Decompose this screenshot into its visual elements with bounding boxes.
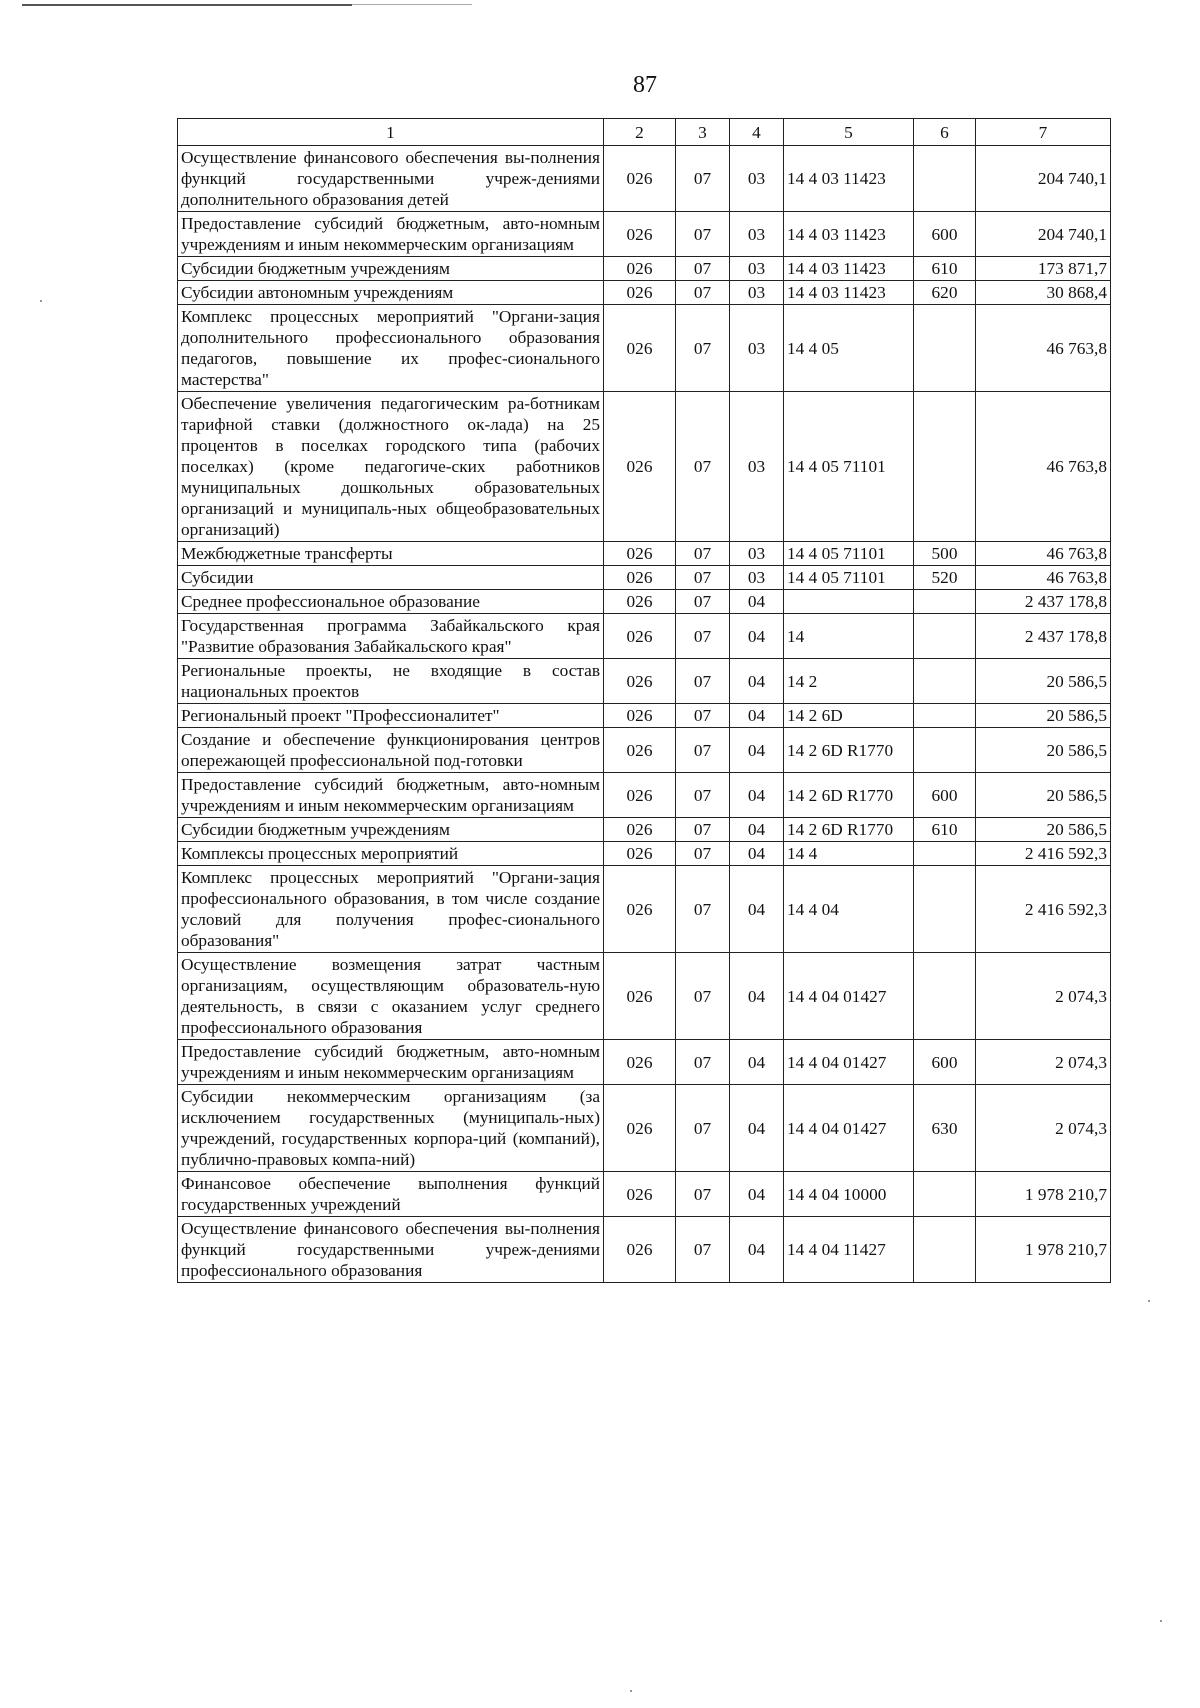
- row-col-5: 14 4 04 01427: [784, 1040, 914, 1085]
- row-col-6: 600: [914, 212, 976, 257]
- header-col-6: 6: [914, 119, 976, 146]
- row-name: Комплекс процессных мероприятий "Органи-​зация профессионального образования, в том числе создание условий для получения профес-​сионального образования": [178, 866, 604, 953]
- table-row: [178, 842, 1111, 866]
- table-row: [178, 146, 1111, 212]
- row-col-6: [914, 842, 976, 866]
- row-col-4: 04: [730, 1040, 784, 1085]
- header-col-3: 3: [676, 119, 730, 146]
- row-col-7: 173 871,7: [976, 257, 1111, 281]
- table-row: [178, 305, 1111, 392]
- row-col-5: 14: [784, 614, 914, 659]
- header-col-4: 4: [730, 119, 784, 146]
- row-col-6: [914, 305, 976, 392]
- row-col-7: 2 416 592,3: [976, 842, 1111, 866]
- table-row: [178, 818, 1111, 842]
- header-col-5: 5: [784, 119, 914, 146]
- row-col-4: 03: [730, 257, 784, 281]
- row-col-3: 07: [676, 818, 730, 842]
- budget-table: [177, 118, 1111, 1283]
- row-col-5: 14 2 6D R1770: [784, 818, 914, 842]
- row-name: Осуществление возмещения затрат частным организациям, осуществляющим образователь-​ную деятельность, в связи с оказанием услуг среднего профессионального образования: [178, 953, 604, 1040]
- row-col-5: 14 4 04 10000: [784, 1172, 914, 1217]
- row-col-7: 46 763,8: [976, 392, 1111, 542]
- row-col-6: [914, 953, 976, 1040]
- row-col-5: 14 4 05 71101: [784, 566, 914, 590]
- row-col-2: 026: [604, 866, 676, 953]
- row-col-3: 07: [676, 566, 730, 590]
- row-name: Создание и обеспечение функционирования центров опережающей профессиональной под-​готовки: [178, 728, 604, 773]
- row-name: Субсидии некоммерческим организациям (за исключением государственных (муниципаль-​ных) учреждений, государственных корпора-​ций (компаний), публично-правовых компа-​ний): [178, 1085, 604, 1172]
- row-col-5: 14 2 6D: [784, 704, 914, 728]
- row-col-4: 04: [730, 1217, 784, 1283]
- row-name: Среднее профессиональное образование: [178, 590, 604, 614]
- row-col-6: [914, 590, 976, 614]
- row-col-2: 026: [604, 704, 676, 728]
- row-col-3: 07: [676, 773, 730, 818]
- row-col-4: 04: [730, 728, 784, 773]
- table-row: [178, 1172, 1111, 1217]
- row-col-6: 610: [914, 257, 976, 281]
- row-col-5: 14 2 6D R1770: [784, 773, 914, 818]
- row-col-7: 46 763,8: [976, 305, 1111, 392]
- row-col-6: [914, 146, 976, 212]
- row-col-2: 026: [604, 590, 676, 614]
- row-col-2: 026: [604, 1085, 676, 1172]
- scan-artifact-line: [22, 4, 352, 6]
- row-col-5: 14 4 05: [784, 305, 914, 392]
- row-col-3: 07: [676, 1172, 730, 1217]
- row-col-2: 026: [604, 773, 676, 818]
- row-col-3: 07: [676, 281, 730, 305]
- table-row: [178, 566, 1111, 590]
- row-col-3: 07: [676, 590, 730, 614]
- row-col-6: 500: [914, 542, 976, 566]
- row-name: Межбюджетные трансферты: [178, 542, 604, 566]
- scan-speck: [1148, 1300, 1150, 1302]
- row-col-7: 2 416 592,3: [976, 866, 1111, 953]
- row-col-6: [914, 728, 976, 773]
- row-col-2: 026: [604, 1217, 676, 1283]
- row-col-5: [784, 590, 914, 614]
- row-col-7: 20 586,5: [976, 659, 1111, 704]
- row-col-2: 026: [604, 305, 676, 392]
- row-col-3: 07: [676, 659, 730, 704]
- row-col-2: 026: [604, 953, 676, 1040]
- row-col-3: 07: [676, 542, 730, 566]
- row-col-2: 026: [604, 392, 676, 542]
- row-name: Региональные проекты, не входящие в состав национальных проектов: [178, 659, 604, 704]
- row-col-6: [914, 614, 976, 659]
- table-row: [178, 704, 1111, 728]
- row-col-5: 14 4 03 11423: [784, 281, 914, 305]
- table-row: [178, 212, 1111, 257]
- row-col-3: 07: [676, 212, 730, 257]
- row-name: Субсидии: [178, 566, 604, 590]
- row-col-6: [914, 866, 976, 953]
- table-row: [178, 392, 1111, 542]
- row-col-4: 04: [730, 866, 784, 953]
- row-col-5: 14 4: [784, 842, 914, 866]
- row-col-6: 610: [914, 818, 976, 842]
- row-name: Региональный проект "Профессионалитет": [178, 704, 604, 728]
- table-row: [178, 659, 1111, 704]
- row-name: Обеспечение увеличения педагогическим ра-​ботникам тарифной ставки (должностного ок-​лада) на 25 процентов в поселках городского типа (рабочих поселках) (кроме педагогиче-​ских работников муниципальных дошкольных образовательных организаций и муниципаль-​ных общеобразовательных организаций): [178, 392, 604, 542]
- table-row: [178, 728, 1111, 773]
- row-name: Субсидии автономным учреждениям: [178, 281, 604, 305]
- row-col-6: 620: [914, 281, 976, 305]
- table-row: [178, 1217, 1111, 1283]
- row-col-7: 2 437 178,8: [976, 590, 1111, 614]
- table-row: [178, 1085, 1111, 1172]
- table-row: [178, 281, 1111, 305]
- row-name: Предоставление субсидий бюджетным, авто-​номным учреждениям и иным некоммерческим организациям: [178, 212, 604, 257]
- row-col-4: 03: [730, 281, 784, 305]
- table-row: [178, 773, 1111, 818]
- table-row: [178, 1040, 1111, 1085]
- row-col-5: 14 4 04: [784, 866, 914, 953]
- row-col-6: 600: [914, 1040, 976, 1085]
- row-col-5: 14 4 05 71101: [784, 392, 914, 542]
- row-col-7: 46 763,8: [976, 566, 1111, 590]
- row-col-7: 20 586,5: [976, 728, 1111, 773]
- row-col-7: 30 868,4: [976, 281, 1111, 305]
- row-col-5: 14 4 04 11427: [784, 1217, 914, 1283]
- row-col-6: [914, 392, 976, 542]
- row-col-3: 07: [676, 953, 730, 1040]
- row-col-2: 026: [604, 728, 676, 773]
- row-col-4: 04: [730, 1085, 784, 1172]
- row-col-2: 026: [604, 146, 676, 212]
- budget-table-body: [178, 119, 1111, 1283]
- row-col-7: 2 074,3: [976, 1040, 1111, 1085]
- row-col-4: 04: [730, 659, 784, 704]
- row-col-3: 07: [676, 866, 730, 953]
- row-col-7: 20 586,5: [976, 818, 1111, 842]
- row-col-6: 600: [914, 773, 976, 818]
- row-col-6: 630: [914, 1085, 976, 1172]
- row-col-7: 1 978 210,7: [976, 1172, 1111, 1217]
- header-col-1: 1: [178, 119, 604, 146]
- row-col-6: 520: [914, 566, 976, 590]
- row-name: Субсидии бюджетным учреждениям: [178, 257, 604, 281]
- row-col-3: 07: [676, 704, 730, 728]
- scan-speck: [630, 1690, 632, 1692]
- row-col-2: 026: [604, 212, 676, 257]
- row-col-3: 07: [676, 305, 730, 392]
- scan-artifact-line: [352, 4, 472, 5]
- row-name: Субсидии бюджетным учреждениям: [178, 818, 604, 842]
- row-col-4: 03: [730, 146, 784, 212]
- scan-speck: [1160, 1620, 1162, 1622]
- row-col-2: 026: [604, 1172, 676, 1217]
- row-name: Осуществление финансового обеспечения вы-​полнения функций государственными учреж-​дениями профессионального образования: [178, 1217, 604, 1283]
- row-col-7: 20 586,5: [976, 704, 1111, 728]
- row-col-3: 07: [676, 392, 730, 542]
- row-col-4: 04: [730, 704, 784, 728]
- row-col-2: 026: [604, 818, 676, 842]
- row-col-5: 14 4 03 11423: [784, 146, 914, 212]
- page-number: 87: [633, 72, 657, 98]
- row-col-2: 026: [604, 566, 676, 590]
- row-col-2: 026: [604, 1040, 676, 1085]
- row-name: Предоставление субсидий бюджетным, авто-​номным учреждениям и иным некоммерческим организациям: [178, 1040, 604, 1085]
- row-col-5: 14 4 03 11423: [784, 212, 914, 257]
- row-col-6: [914, 1217, 976, 1283]
- row-col-2: 026: [604, 659, 676, 704]
- table-row: [178, 953, 1111, 1040]
- row-col-2: 026: [604, 281, 676, 305]
- row-col-6: [914, 704, 976, 728]
- row-col-3: 07: [676, 146, 730, 212]
- row-col-7: 46 763,8: [976, 542, 1111, 566]
- row-col-7: 20 586,5: [976, 773, 1111, 818]
- row-col-7: 2 074,3: [976, 1085, 1111, 1172]
- row-col-3: 07: [676, 1040, 730, 1085]
- row-col-5: 14 4 03 11423: [784, 257, 914, 281]
- row-col-2: 026: [604, 614, 676, 659]
- row-col-3: 07: [676, 842, 730, 866]
- row-col-3: 07: [676, 614, 730, 659]
- row-col-7: 2 437 178,8: [976, 614, 1111, 659]
- table-row: [178, 542, 1111, 566]
- table-header-row: [178, 119, 1111, 146]
- header-col-2: 2: [604, 119, 676, 146]
- table-row: [178, 257, 1111, 281]
- row-col-7: 2 074,3: [976, 953, 1111, 1040]
- table-row: [178, 614, 1111, 659]
- row-col-4: 04: [730, 590, 784, 614]
- row-col-5: 14 4 04 01427: [784, 1085, 914, 1172]
- row-name: Финансовое обеспечение выполнения функций государственных учреждений: [178, 1172, 604, 1217]
- row-name: Государственная программа Забайкальского края "Развитие образования Забайкальского края": [178, 614, 604, 659]
- row-col-4: 04: [730, 614, 784, 659]
- row-col-2: 026: [604, 257, 676, 281]
- scan-speck: [40, 300, 42, 302]
- row-col-3: 07: [676, 1085, 730, 1172]
- table-row: [178, 866, 1111, 953]
- row-col-2: 026: [604, 842, 676, 866]
- row-col-4: 03: [730, 212, 784, 257]
- row-col-3: 07: [676, 728, 730, 773]
- row-col-7: 1 978 210,7: [976, 1217, 1111, 1283]
- row-col-4: 03: [730, 392, 784, 542]
- row-col-2: 026: [604, 542, 676, 566]
- row-col-5: 14 2: [784, 659, 914, 704]
- row-col-4: 04: [730, 818, 784, 842]
- row-name: Предоставление субсидий бюджетным, авто-​номным учреждениям и иным некоммерческим организациям: [178, 773, 604, 818]
- row-col-6: [914, 1172, 976, 1217]
- header-col-7: 7: [976, 119, 1111, 146]
- table-row: [178, 590, 1111, 614]
- row-col-7: 204 740,1: [976, 212, 1111, 257]
- row-col-3: 07: [676, 1217, 730, 1283]
- row-name: Комплекс процессных мероприятий "Органи-​зация дополнительного профессионального образования педагогов, повышение их профес-​сионального мастерства": [178, 305, 604, 392]
- row-col-7: 204 740,1: [976, 146, 1111, 212]
- row-col-4: 04: [730, 773, 784, 818]
- row-col-4: 03: [730, 542, 784, 566]
- row-col-5: 14 2 6D R1770: [784, 728, 914, 773]
- row-col-4: 04: [730, 953, 784, 1040]
- row-col-4: 03: [730, 566, 784, 590]
- row-col-6: [914, 659, 976, 704]
- row-name: Комплексы процессных мероприятий: [178, 842, 604, 866]
- row-name: Осуществление финансового обеспечения вы-​полнения функций государственными учреж-​дениями дополнительного образования детей: [178, 146, 604, 212]
- row-col-4: 04: [730, 1172, 784, 1217]
- row-col-3: 07: [676, 257, 730, 281]
- row-col-4: 03: [730, 305, 784, 392]
- row-col-4: 04: [730, 842, 784, 866]
- row-col-5: 14 4 05 71101: [784, 542, 914, 566]
- row-col-5: 14 4 04 01427: [784, 953, 914, 1040]
